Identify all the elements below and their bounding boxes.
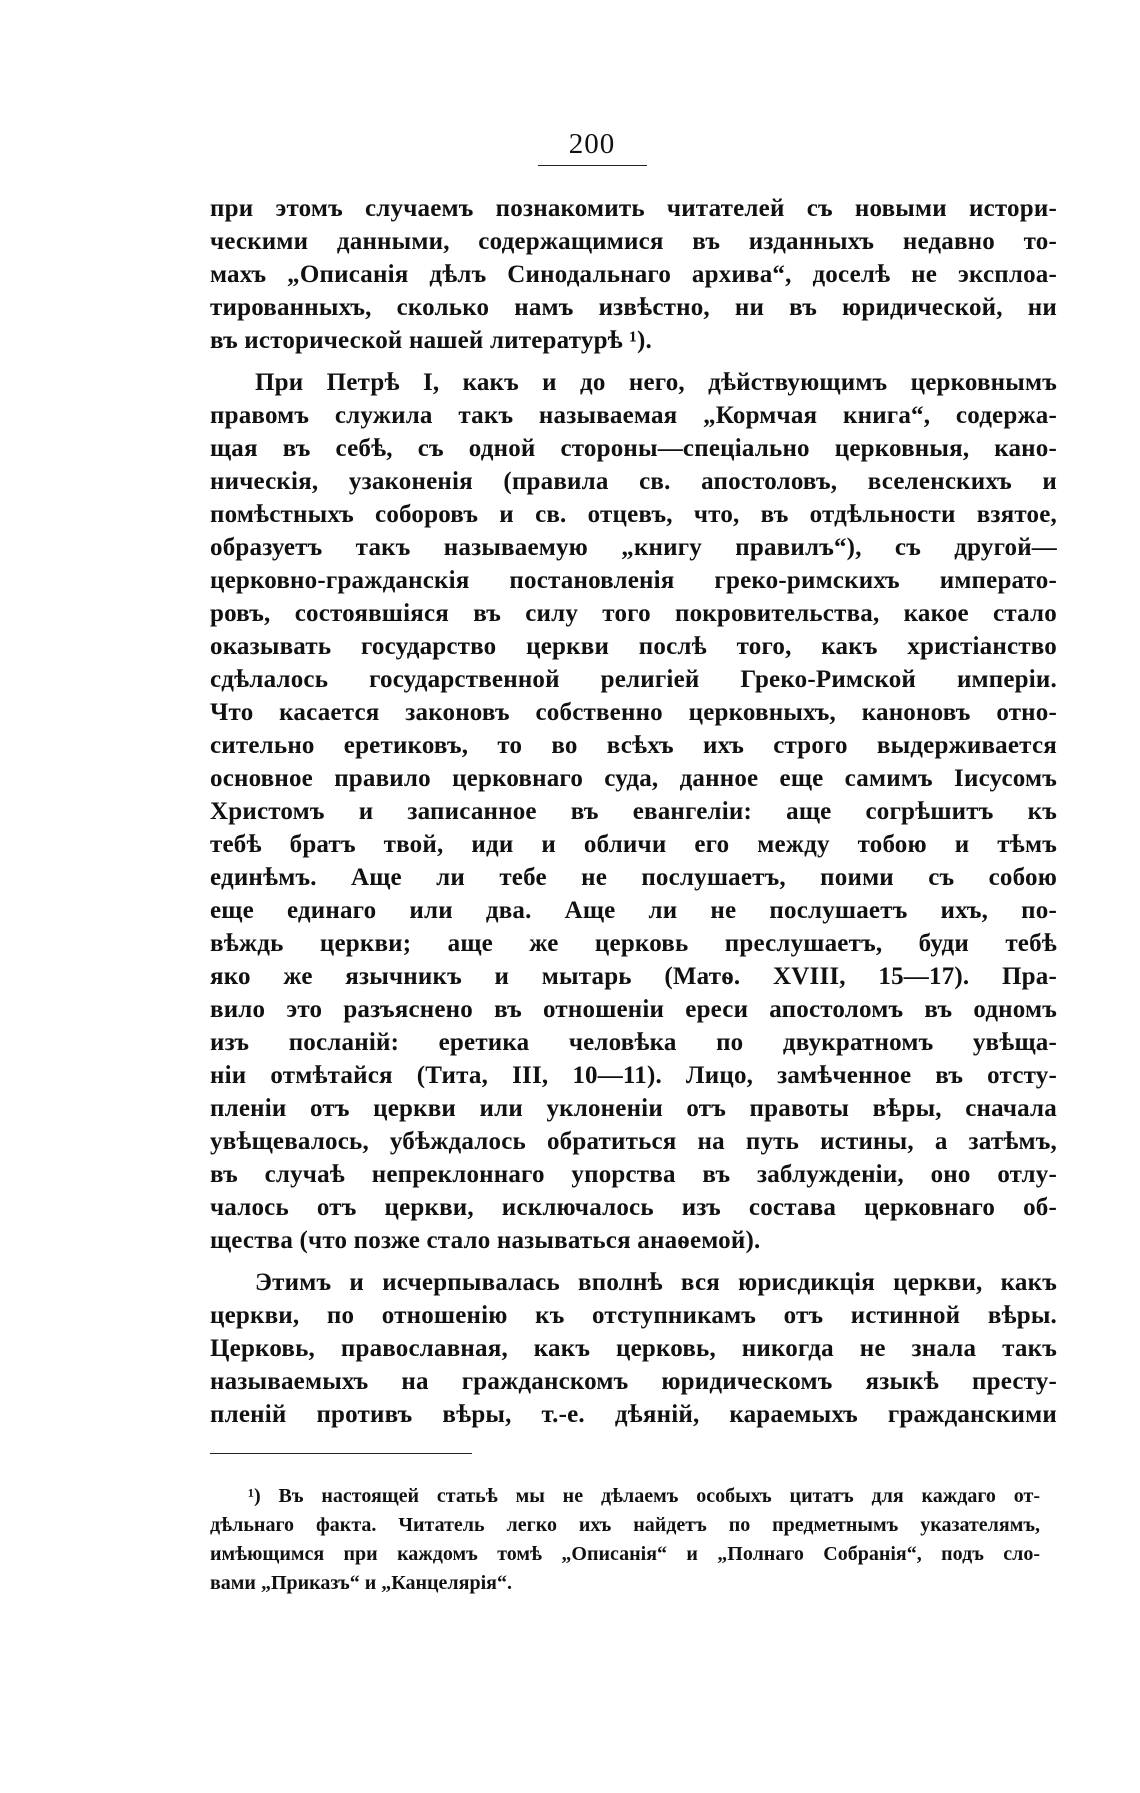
text-line: образуетъ такъ называемую „книгу правилъ“), съ другой—	[210, 534, 1057, 561]
text-line: ровъ, состоявшіяся въ силу того покровительства, какое стало	[210, 600, 1057, 627]
text-line: при этомъ случаемъ познакомить читателей съ новыми истори-	[210, 195, 1057, 222]
text-line: церковно-гражданскія постановленія греко-римскихъ императо-	[210, 567, 1057, 594]
text-line: тированныхъ, сколько намъ извѣстно, ни въ юридической, ни	[210, 294, 1057, 321]
text-line: пленій противъ вѣры, т.-е. дѣяній, караемыхъ гражданскими	[210, 1401, 1057, 1428]
page-header	[0, 128, 1140, 166]
text-line: чалось отъ церкви, исключалось изъ состава церковнаго об-	[210, 1194, 1057, 1221]
text-line: правомъ служила такъ называемая „Кормчая книга“, содержа-	[210, 402, 1057, 429]
text-line: вило это разъяснено въ отношеніи ереси апостоломъ въ одномъ	[210, 996, 1057, 1023]
footnote-line: вами „Приказъ“ и „Канцелярія“.	[210, 1572, 512, 1594]
text-line: въ случаѣ непреклоннаго упорства въ заблужденіи, оно отлу-	[210, 1161, 1057, 1188]
footnote-line: имѣющимся при каждомъ томѣ „Описанія“ и „Полнаго Собранія“, подъ сло-	[210, 1543, 1040, 1565]
text-line: При Петрѣ I, какъ и до него, дѣйствующимъ церковнымъ	[255, 369, 1057, 396]
text-line: оказывать государство церкви послѣ того, какъ христіанство	[210, 633, 1057, 660]
paragraph	[210, 1266, 1057, 1431]
text-line: махъ „Описанія дѣлъ Синодальнаго архива“, доселѣ не эксплоа-	[210, 261, 1057, 288]
text-line: увѣщевалось, убѣждалось обратиться на путь истины, а затѣмъ,	[210, 1128, 1057, 1155]
text-line: ческими данными, содержащимися въ изданныхъ недавно то-	[210, 228, 1057, 255]
text-line: ническія, узаконенія (правила св. апостоловъ, вселенскихъ и	[210, 468, 1057, 495]
main-text	[210, 192, 1057, 1431]
page-number: 200	[538, 128, 647, 166]
text-line: Этимъ и исчерпывалась вполнѣ вся юрисдикція церкви, какъ	[255, 1269, 1057, 1296]
text-line: помѣстныхъ соборовъ и св. отцевъ, что, въ отдѣльности взятое,	[210, 501, 1057, 528]
text-line: сдѣлалось государственной религіей Греко-Римской имперіи.	[210, 666, 1057, 693]
text-line: щества (что позже стало называться анаѳемой).	[210, 1227, 761, 1254]
text-line: изъ посланій: еретика человѣка по двукратномъ увѣща-	[210, 1029, 1057, 1056]
text-line: вѣждь церкви; аще же церковь преслушаетъ, буди тебѣ	[210, 930, 1057, 957]
text-line: Что касается законовъ собственно церковныхъ, каноновъ отно-	[210, 699, 1057, 726]
text-line: тебѣ братъ твой, иди и обличи его между тобою и тѣмъ	[210, 831, 1057, 858]
footnotes	[210, 1482, 1040, 1598]
text-line: церкви, по отношенію къ отступникамъ отъ истинной вѣры.	[210, 1302, 1057, 1329]
text-line: щая въ себѣ, съ одной стороны—спеціально церковныя, кано-	[210, 435, 1057, 462]
text-line: Христомъ и записанное въ евангеліи: аще согрѣшитъ къ	[210, 798, 1057, 825]
text-line: яко же язычникъ и мытарь (Матѳ. XVIII, 15—17). Пра-	[210, 963, 1057, 990]
text-line: пленіи отъ церкви или уклоненіи отъ правоты вѣры, сначала	[210, 1095, 1057, 1122]
text-line: ніи отмѣтайся (Тита, III, 10—11). Лицо, замѣченное въ отсту-	[210, 1062, 1057, 1089]
text-line: еще единаго или два. Аще ли не послушаетъ ихъ, по-	[210, 897, 1057, 924]
footnote-line: ¹) Въ настоящей статьѣ мы не дѣлаемъ особыхъ цитатъ для каждаго от-	[248, 1485, 1040, 1507]
footnote-line: дѣльнаго факта. Читатель легко ихъ найдетъ по предметнымъ указателямъ,	[210, 1514, 1040, 1536]
paragraph	[210, 366, 1057, 1257]
text-line: единѣмъ. Аще ли тебе не послушаетъ, поими съ собою	[210, 864, 1057, 891]
text-line: называемыхъ на гражданскомъ юридическомъ языкѣ престу-	[210, 1368, 1057, 1395]
text-line: въ исторической нашей литературѣ ¹).	[210, 327, 652, 354]
text-line: Церковь, православная, какъ церковь, никогда не знала такъ	[210, 1335, 1057, 1362]
text-line: сительно еретиковъ, то во всѣхъ ихъ строго выдерживается	[210, 732, 1057, 759]
text-line: основное правило церковнаго суда, данное еще самимъ Іисусомъ	[210, 765, 1057, 792]
footnote-divider	[210, 1453, 472, 1454]
paragraph	[210, 192, 1057, 357]
